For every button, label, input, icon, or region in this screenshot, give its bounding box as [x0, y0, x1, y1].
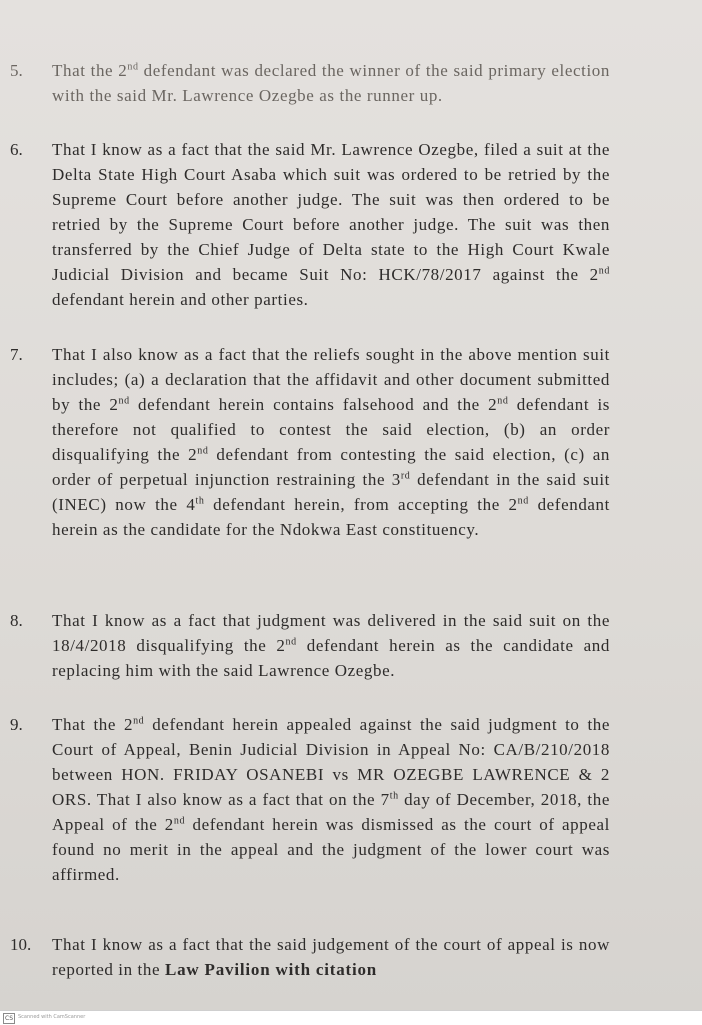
camscanner-logo-icon: CS: [5, 1015, 13, 1022]
paragraph-text: That I know as a fact that judgment was delivered in the said suit on the 18/4/2018 disqualifying the 2nd defendant herein as the candidate and replacing him with the said Lawrence Ozegbe.: [52, 611, 610, 680]
paragraph-6: [10, 137, 610, 312]
bold-citation-text: Law Pavilion with citation: [164, 960, 378, 979]
paragraph-number: 10.: [10, 935, 32, 954]
paragraph-number: 7.: [10, 345, 23, 364]
paragraph-number: 9.: [10, 715, 23, 734]
paragraph-number: 6.: [10, 140, 23, 159]
paragraph-text: That I know as a fact that the said Mr. Lawrence Ozegbe, filed a suit at the Delta State High Court Asaba which suit was ordered to be retried by the Supreme Court before another judge. The suit was then ordered to be retried by the Supreme Court before another judge. The suit was then transferred by the Chief Judge of Delta state to the High Court Kwale Judicial Division and became Suit No: HCK/78/2017 against the 2nd defendant herein and other parties.: [52, 140, 610, 309]
paragraph-number: 8.: [10, 611, 23, 630]
paragraph-8: [10, 608, 610, 683]
paragraph-text: That I know as a fact that the said judgement of the court of appeal is now reported in the Law Pavilion with citation: [52, 935, 610, 979]
paragraph-text: That I also know as a fact that the reliefs sought in the above mention suit includes; (a) a declaration that the affidavit and other document submitted by the 2nd defendant herein contains falsehood and the 2nd defendant is therefore not qualified to contest the said election, (b) an order disqualifying the 2nd defendant from contesting the said election, (c) an order of perpetual injunction restraining the 3rd defendant in the said suit (INEC) now the 4th defendant herein, from accepting the 2nd defendant herein as the candidate for the Ndokwa East constituency.: [52, 345, 610, 539]
paragraph-text: That the 2nd defendant was declared the winner of the said primary election with the said Mr. Lawrence Ozegbe as the runner up.: [52, 61, 611, 105]
paragraph-number: 5.: [10, 61, 23, 80]
scanner-label: Scanned with CamScanner: [18, 1014, 86, 1020]
paragraph-9: [10, 712, 610, 887]
paragraph-text: That the 2nd defendant herein appealed against the said judgment to the Court of Appeal, Benin Judicial Division in Appeal No: CA/B/210/2018 between HON. FRIDAY OSANEBI vs MR OZEGBE LAWRENCE & 2 ORS. That I also know as a fact that on the 7th day of December, 2018, the Appeal of the 2nd defendant herein was dismissed as the court of appeal found no merit in the appeal and the judgment of the lower court was affirmed.: [52, 715, 611, 884]
scanner-footer: [0, 1010, 702, 1025]
paragraph-7: [10, 342, 610, 542]
paragraph-5: [10, 58, 610, 108]
paragraph-10: [10, 932, 610, 982]
